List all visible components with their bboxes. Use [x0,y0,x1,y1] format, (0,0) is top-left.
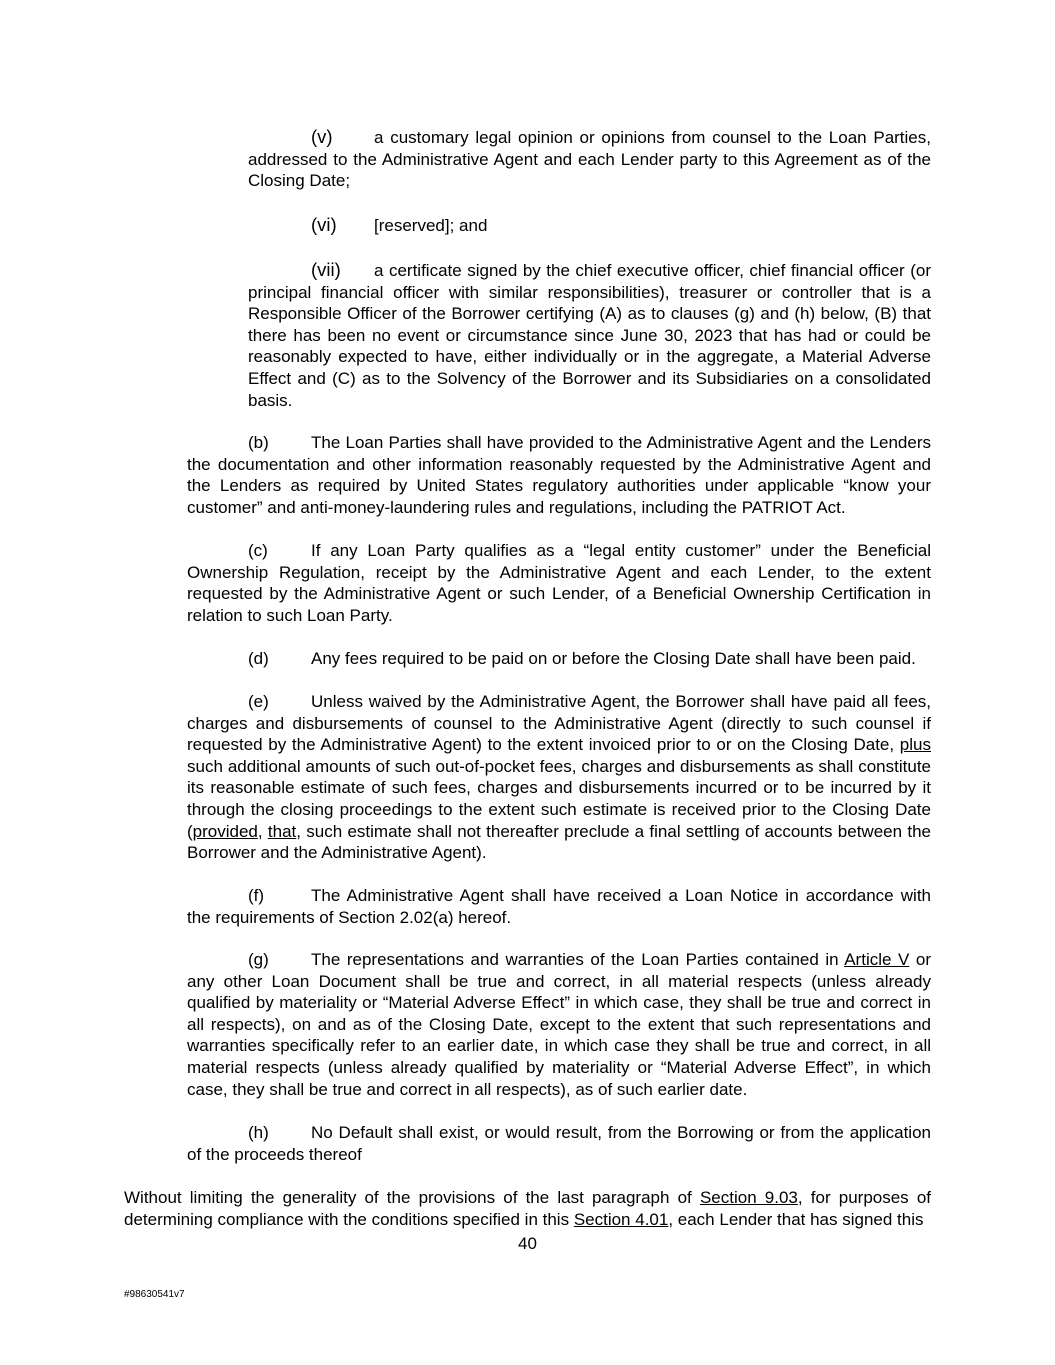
plus-term: plus [899,735,931,755]
section-9-03-link[interactable]: Section 9.03 [699,1188,798,1207]
clause-g [187,949,931,1100]
item-vi [248,214,931,237]
clause-c [187,540,931,626]
clause-label: (b) [248,433,269,452]
item-text: a customary legal opinion or opinions from counsel to the Loan Parties, addressed to the Administrative Agent and each Lender party to this Agreement as of the Closing Date; [248,128,931,191]
clause-e [187,691,931,864]
item-text: [reserved]; and [374,216,488,235]
clause-f [187,885,931,928]
clause-label: (f) [248,886,265,905]
clause-text: If any Loan Party qualifies as a “legal entity customer” under the Beneficial Ownership Regulation, receipt by the Administrative Agent and each Lender, to the extent requested by the Administrative Agent or such Lender, of a Beneficial Ownership Certification in relation to such Loan Party. [187,541,931,625]
clause-b [187,432,931,518]
closing-text: , each Lender that has signed this [668,1209,924,1229]
item-label: (vi) [311,214,337,235]
clause-label: (c) [248,541,268,560]
article-v-link[interactable]: Article V [844,950,910,969]
item-vii [248,259,931,411]
clause-text: or any other Loan Document shall be true and correct, in all material respects (unless already qualified by materiality or “Material Adverse Effect” in which case, they shall be true and correct in all respects), on and as of the Closing Date, except to the extent that such representations and warranties specifically refer to an earlier date, in which case they shall be true and correct, in all material respects (unless already qualified by materiality or “Material Adverse Effect”, in which case, they shall be true and correct in all respects), as of such earlier date. [187,950,931,1099]
item-v [248,126,931,192]
clause-label: (g) [248,950,269,969]
item-text: a certificate signed by the chief executive officer, chief financial officer (or principal financial officer with similar responsibilities), treasurer or controller that is a Responsible Officer of the Borrower certifying (A) as to clauses (g) and (h) below, (B) that there has been no event or circumstance since June 30, 2023 that has had or could be reasonably expected to have, either individually or in the aggregate, a Material Adverse Effect and (C) as to the Solvency of the Borrower and its Subsidiaries on a consolidated basis. [248,261,931,410]
document-id: #98630541v7 [124,1289,185,1300]
item-label: (vii) [311,259,341,280]
clause-text: The Loan Parties shall have provided to the Administrative Agent and the Lenders the documentation and other information reasonably requested by the Administrative Agent and the Lenders as required by United States regulatory authorities under applicable “know your customer” and anti-money-laundering rules and regulations, including the PATRIOT Act. [187,433,931,517]
clause-text: Unless waived by the Administrative Agent, the Borrower shall have paid all fees, charges and disbursements of counsel to the Administrative Agent (directly to such counsel if requested by the Administrative Agent) to the extent invoiced prior to or on the Closing Date, [187,692,931,755]
punctuation: , [257,821,263,841]
closing-text: Without limiting the generality of the provisions of the last paragraph of [124,1188,692,1207]
clause-d [187,648,931,670]
clause-text: No Default shall exist, or would result, from the Borrowing or from the application of the proceeds thereof [187,1123,931,1164]
clause-label: (h) [248,1123,269,1142]
clause-label: (e) [248,692,269,711]
provided-term: provided [192,821,258,841]
clause-label: (d) [248,649,269,668]
closing-text: , for purposes of determining compliance with the conditions specified in this [124,1188,932,1229]
that-term: that [267,821,297,841]
clause-text: , such estimate shall not thereafter preclude a final settling of accounts between the Borrower and the Administrative Agent). [187,821,931,863]
item-label: (v) [311,126,333,147]
page-number: 40 [518,1234,537,1253]
clause-h [187,1122,931,1165]
closing-paragraph [124,1187,931,1230]
clause-text: Any fees required to be paid on or before the Closing Date shall have been paid. [311,649,916,668]
clause-text: The Administrative Agent shall have received a Loan Notice in accordance with the requirements of Section 2.02(a) hereof. [187,886,931,927]
clause-text: The representations and warranties of the Loan Parties contained in [311,950,839,969]
clause-text: such additional amounts of such out-of-pocket fees, charges and disbursements as shall constitute its reasonable estimate of such fees, charges and disbursements incurred or to be incurred by it through the closing proceedings to the extent such estimate is received prior to the Closing Date ( [187,756,931,841]
section-4-01-link[interactable]: Section 4.01 [573,1209,669,1229]
